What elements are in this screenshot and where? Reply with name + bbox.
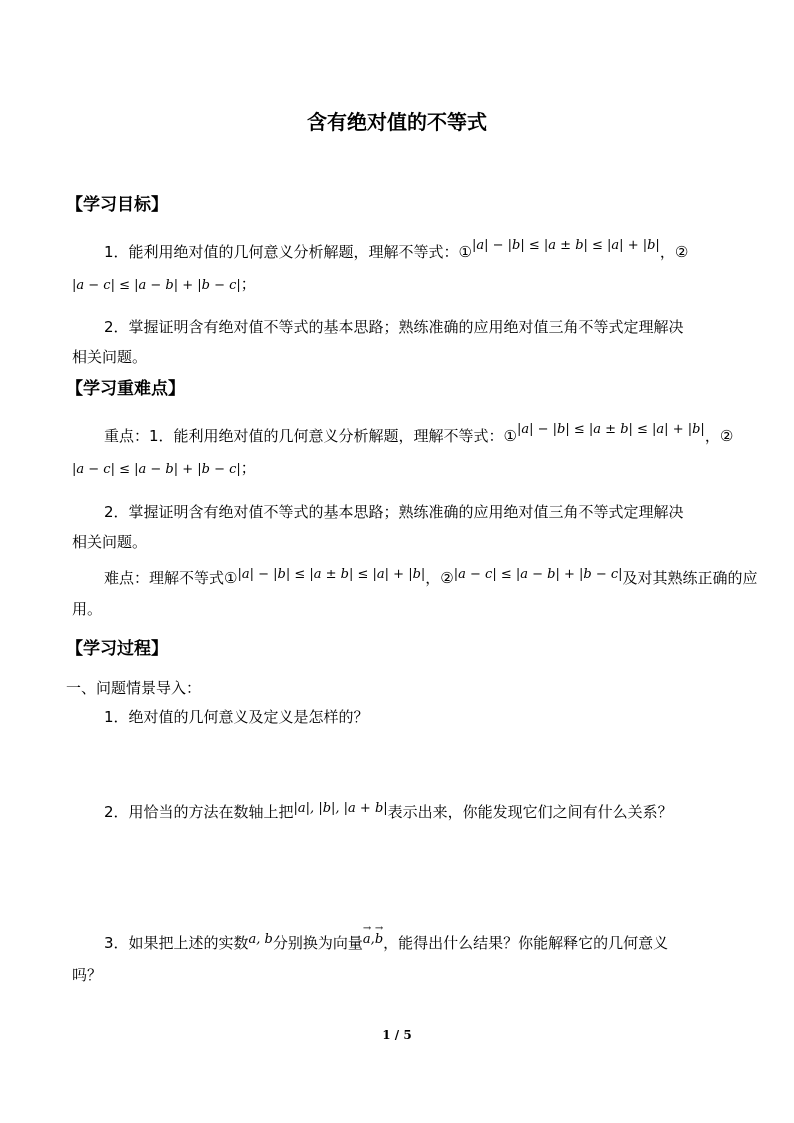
separator: ，: [704, 427, 720, 445]
circle-number-2: ②: [674, 243, 689, 261]
question-2-post: 表示出来，你能发现它们之间有什么关系？: [387, 803, 673, 821]
question-3-post: ，能得出什么结果？你能解释它的几何意义: [383, 934, 669, 952]
process-heading-1: 一、问题情景导入：: [66, 679, 202, 697]
circle-number-1: ①: [503, 427, 517, 445]
key-point-item-1-cont: [72, 457, 256, 478]
difficulty-line-cont: 用。: [72, 600, 103, 618]
difficulty-tail: 及对其熟练正确的应: [622, 569, 758, 587]
vector-a: [362, 923, 372, 947]
goal-item-2: 2．掌握证明含有绝对值不等式的基本思路；熟练准确的应用绝对值三角不等式定理解决: [104, 318, 684, 336]
page-number: 1 / 5: [382, 1028, 412, 1042]
question-3: [104, 923, 669, 953]
difficulty-line: [104, 567, 758, 588]
vector-a-letter: a: [362, 932, 371, 947]
inequality-formula-1: |a| − |b| ≤ |a ± b| ≤ |a| + |b|: [472, 238, 660, 253]
question-2: [104, 801, 673, 822]
question-3-pre: 3．如果把上述的实数: [104, 934, 249, 952]
goal-item-1: [104, 238, 689, 262]
goal-item-2-cont: 相关问题。: [72, 348, 148, 366]
section-heading-goals: 【学习目标】: [66, 195, 168, 215]
page-title: 含有绝对值的不等式: [307, 110, 487, 134]
circle-number-1: ①: [224, 569, 238, 587]
vectors-ab: [362, 923, 384, 947]
question-1: 1．绝对值的几何意义及定义是怎样的？: [104, 708, 369, 726]
question-2-pre: 2．用恰当的方法在数轴上把: [104, 803, 294, 821]
vector-arrow-icon: →: [374, 923, 384, 934]
question-3-cont: 吗？: [72, 966, 103, 984]
circle-number-2: ②: [719, 427, 734, 445]
circle-number-2: ②: [440, 569, 454, 587]
inequality-formula-1: |a| − |b| ≤ |a ± b| ≤ |a| + |b|: [517, 422, 705, 437]
key-point-item-1-text: 重点：1．能利用绝对值的几何意义分析解题，理解不等式：: [104, 427, 504, 445]
vector-arrow-icon: →: [362, 923, 372, 934]
section-heading-process: 【学习过程】: [66, 639, 168, 659]
question-3-mid: 分别换为向量: [272, 934, 363, 952]
goal-item-1-cont: [72, 273, 256, 294]
end-mark: ；: [240, 275, 256, 293]
end-mark: ；: [240, 459, 256, 477]
section-heading-key-points: 【学习重难点】: [66, 379, 185, 399]
separator: ，: [425, 569, 441, 587]
inequality-formula-2: |a − c| ≤ |a − b| + |b − c|: [453, 567, 623, 582]
circle-number-1: ①: [458, 243, 472, 261]
inequality-formula-2: |a − c| ≤ |a − b| + |b − c|: [72, 462, 241, 477]
separator: ，: [659, 243, 675, 261]
key-point-item-2: 2．掌握证明含有绝对值不等式的基本思路；熟练准确的应用绝对值三角不等式定理解决: [104, 503, 684, 521]
difficulty-label: 难点：理解不等式: [104, 569, 225, 587]
inequality-formula-1: |a| − |b| ≤ |a ± b| ≤ |a| + |b|: [237, 567, 426, 582]
inequality-formula-2: |a − c| ≤ |a − b| + |b − c|: [72, 278, 241, 293]
vector-b-letter: b: [374, 932, 384, 947]
absolute-values-formula: |a|, |b|, |a + b|: [293, 801, 388, 816]
key-point-item-2-cont: 相关问题。: [72, 533, 148, 551]
goal-item-1-text: 1．能利用绝对值的几何意义分析解题，理解不等式：: [104, 243, 459, 261]
vector-comma: ,: [370, 932, 375, 947]
real-numbers-ab: a, b: [248, 932, 273, 947]
vector-b: [374, 923, 384, 947]
key-point-item-1: [104, 422, 734, 446]
